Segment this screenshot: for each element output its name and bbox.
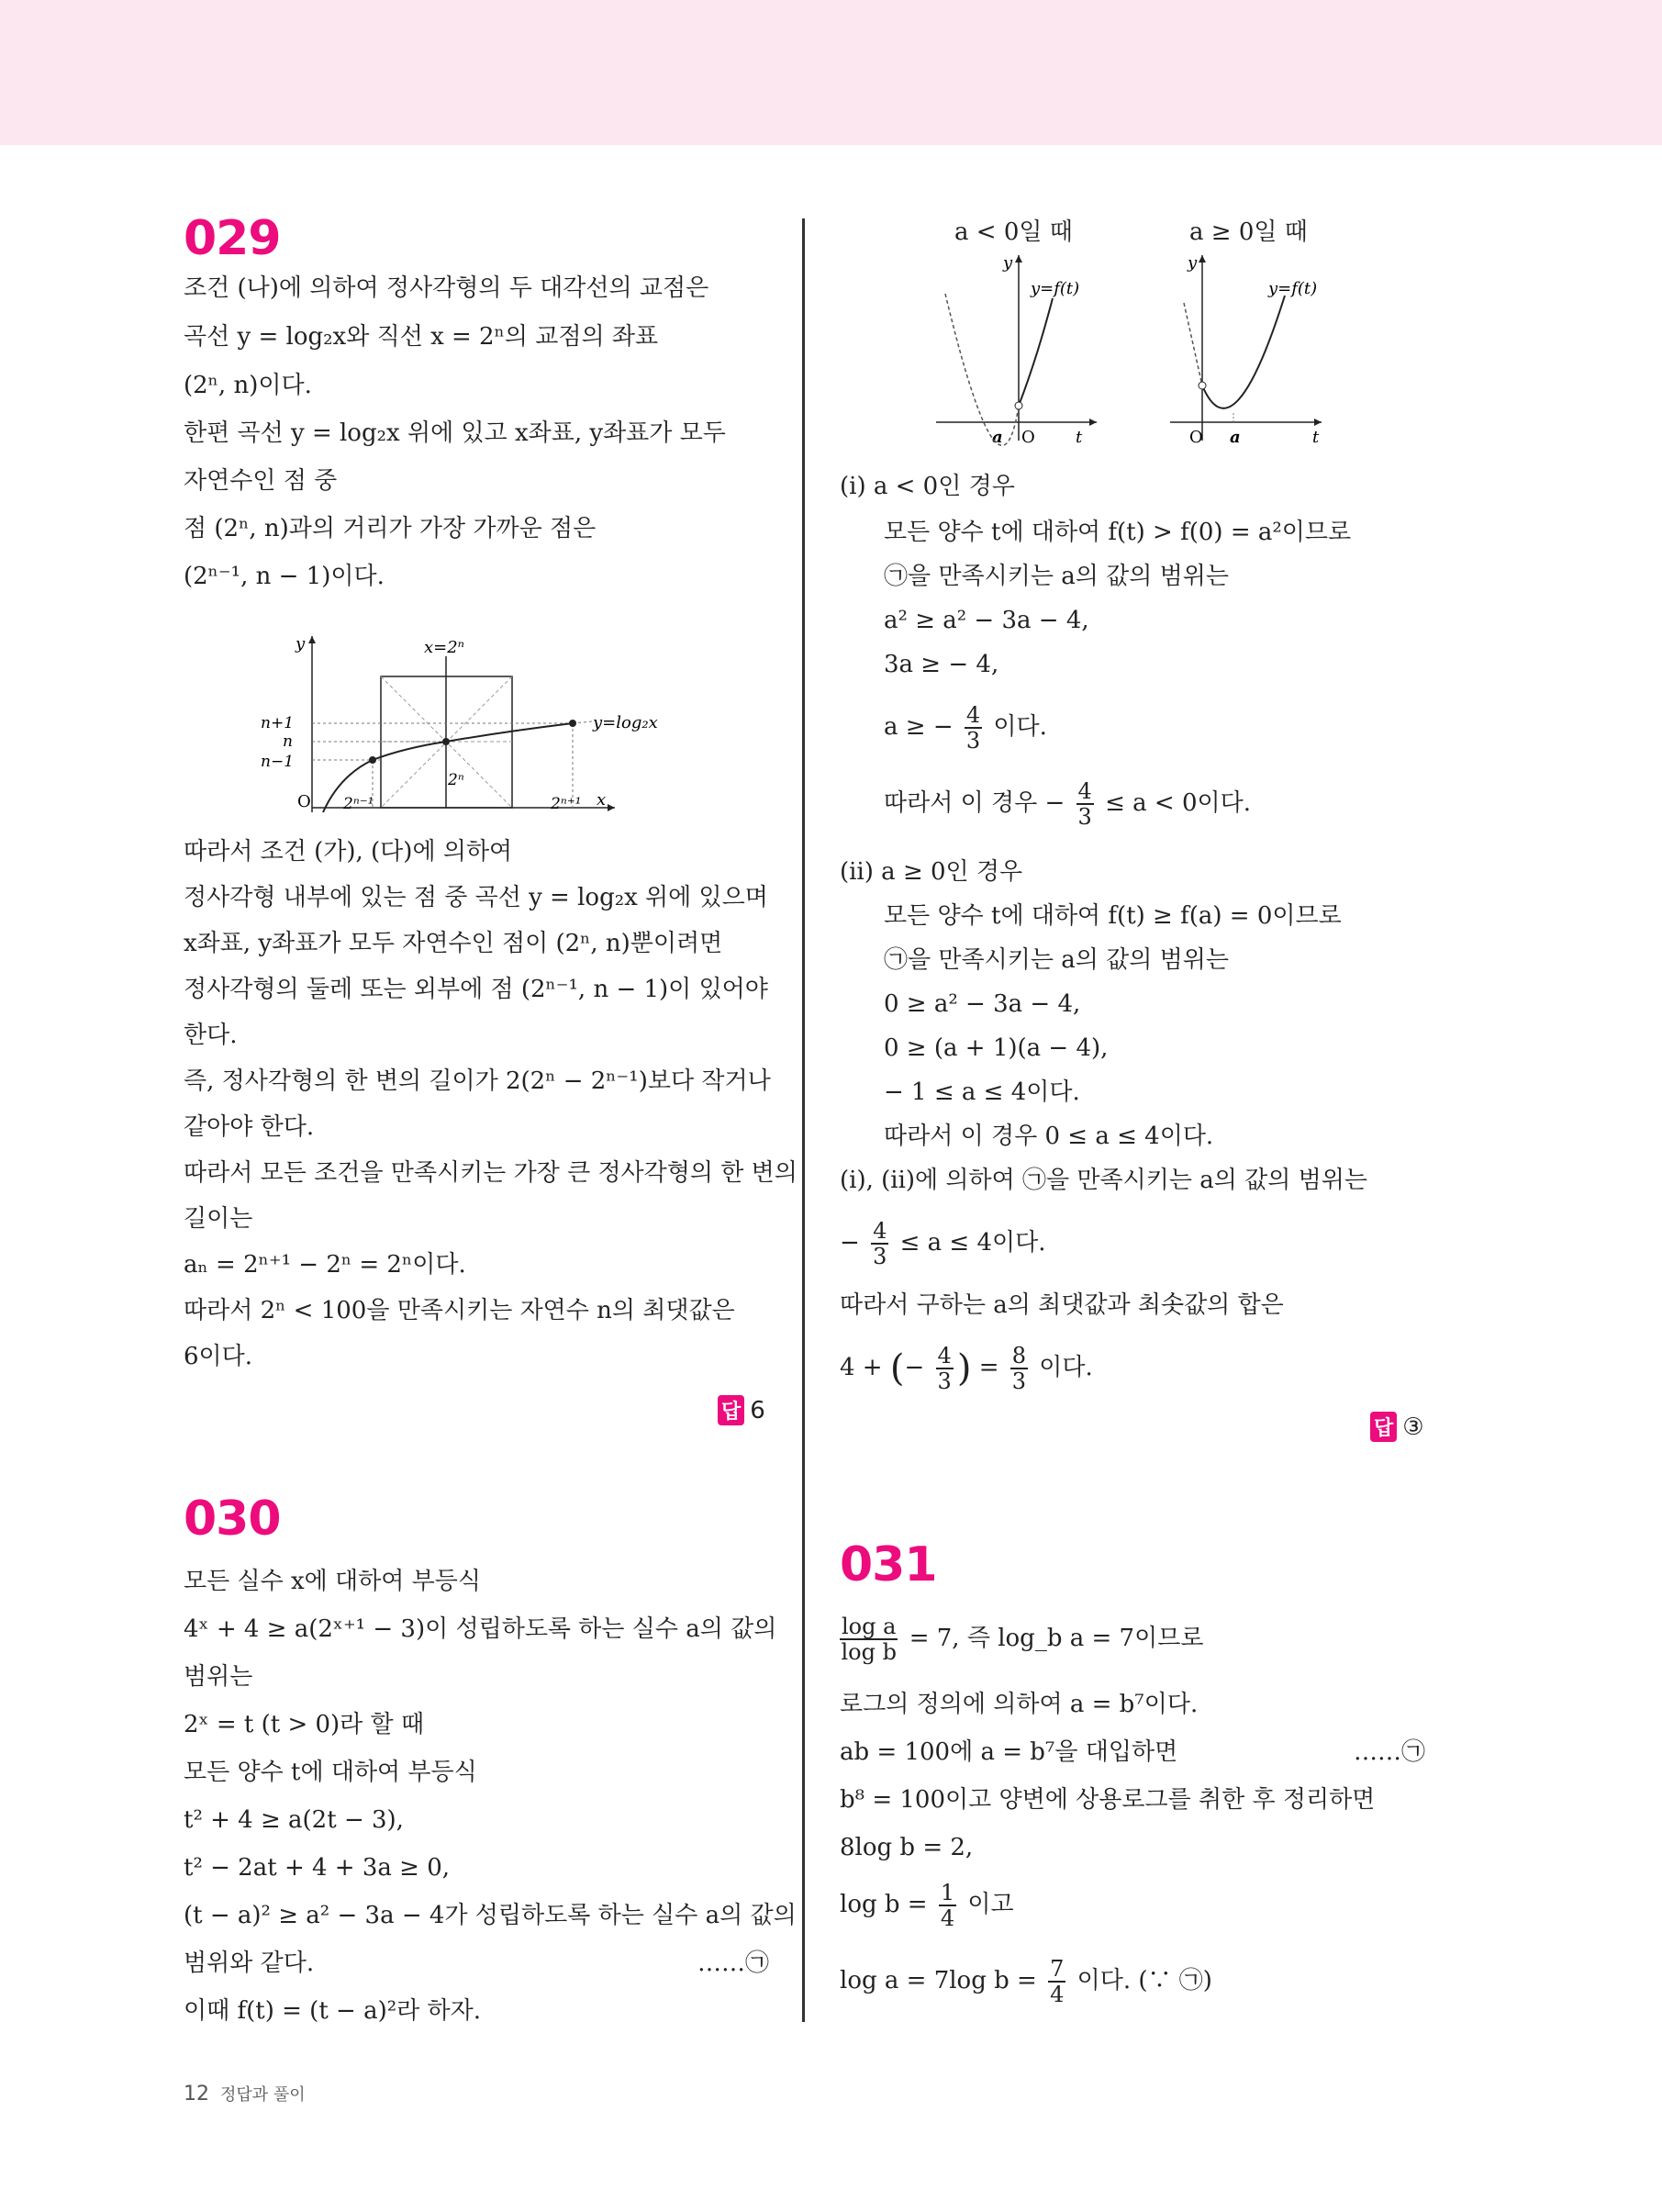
fraction (939, 1881, 956, 1930)
problem-number: 029 (184, 211, 281, 266)
y-axis-label: y (1003, 253, 1013, 273)
text-line: 정사각형의 둘레 또는 외부에 점 (2ⁿ⁻¹, n − 1)이 있어야 (184, 976, 768, 1003)
text-span: 4 + (840, 1354, 883, 1381)
text-line: ㉠을 만족시키는 a의 값의 범위는 (884, 563, 1229, 590)
answer-value: ③ (1402, 1413, 1424, 1441)
marker-label: ……㉠ (1354, 1738, 1426, 1766)
parabola-graph-a-negative (931, 248, 1124, 450)
text-line: t² − 2at + 4 + 3a ≥ 0, (184, 1854, 451, 1882)
text-line: 0 ≥ (a + 1)(a − 4), (884, 1034, 1109, 1062)
text-line: x좌표, y좌표가 모두 자연수인 점이 (2ⁿ, n)뿐이려면 (184, 930, 723, 957)
a-label: a (992, 428, 1003, 447)
denominator: 4 (1050, 1982, 1065, 2007)
case-title: (ⅱ) a ≥ 0인 경우 (840, 858, 1023, 886)
text-line: 6이다. (184, 1343, 253, 1370)
text-line: 따라서 모든 조건을 만족시키는 가장 큰 정사각형의 한 변의 (184, 1159, 798, 1187)
text-span: − (904, 1354, 925, 1381)
solution-text-030 (184, 1565, 797, 2033)
numerator: 1 (940, 1880, 955, 1905)
function-label: y=f(t) (1268, 279, 1318, 298)
parabola-graph-a-nonnegative (1166, 248, 1358, 450)
x-tick: 2ⁿ (448, 771, 464, 789)
x-tick: 2ⁿ⁻¹ (343, 795, 374, 813)
text-line: 이때 f(t) = (t − a)²라 하자. (184, 1997, 482, 2025)
text-line: 모든 양수 t에 대하여 f(t) > f(0) = a²이므로 (884, 519, 1352, 546)
text-line: aₙ = 2ⁿ⁺¹ − 2ⁿ = 2ⁿ이다. (184, 1251, 466, 1279)
x-axis-label: x (597, 790, 607, 810)
text-span: − (840, 1229, 860, 1257)
solution-text-right (840, 470, 1427, 1394)
paren: ) (956, 1347, 972, 1390)
text-span: log b = (840, 1891, 928, 1918)
text-line: 길이는 (184, 1205, 253, 1233)
text-line: 한편 곡선 y = log₂x 위에 있고 x좌표, y좌표가 모두 (184, 419, 726, 447)
column-divider (802, 218, 805, 2022)
text-line: 즉, 정사각형의 한 변의 길이가 2(2ⁿ − 2ⁿ⁻¹)보다 작거나 (184, 1067, 771, 1095)
text-line: 4ˣ + 4 ≥ a(2ˣ⁺¹ − 3)이 성립하도록 하는 실수 a의 값의 (184, 1615, 777, 1643)
text-span: 이다. (∵ ㉠) (1076, 1967, 1212, 1994)
fraction (1010, 1344, 1028, 1393)
denominator: 3 (1011, 1369, 1027, 1394)
problem-029 (184, 211, 771, 590)
text-line: ㉠을 만족시키는 a의 값의 범위는 (884, 946, 1229, 974)
ratio-line (840, 1611, 1203, 1666)
text-line: 2ˣ = t (t > 0)라 할 때 (184, 1711, 425, 1738)
denominator: 4 (940, 1905, 955, 1931)
y-axis-label: y (1188, 253, 1198, 273)
numerator: log a (842, 1614, 897, 1639)
text-span: 따라서 이 경우 − (884, 789, 1065, 817)
text-line: b⁸ = 100이고 양변에 상용로그를 취한 후 정리하면 (840, 1786, 1376, 1814)
vline-label: x=2ⁿ (424, 638, 464, 657)
solution-text-031 (840, 1611, 1427, 2015)
answer-030 (1370, 1412, 1424, 1442)
text-line: 범위와 같다. (184, 1949, 315, 1977)
problem-number: 031 (840, 1537, 937, 1592)
numerator: 7 (1050, 1956, 1065, 1982)
header-band (0, 0, 1662, 145)
text-span: = 7, 즉 log_b a = 7이므로 (909, 1625, 1204, 1652)
text-line: (t − a)² ≥ a² − 3a − 4가 성립하도록 하는 실수 a의 값의 (184, 1902, 797, 1929)
text-line: 따라서 구하는 a의 최댓값과 최솟값의 합은 (840, 1291, 1284, 1319)
solution-text-1 (184, 272, 771, 590)
footer-label: 정답과 풀이 (220, 2085, 306, 2105)
numerator: 8 (1011, 1343, 1027, 1369)
range-line (840, 1215, 1046, 1270)
text-span: a ≥ − (884, 713, 954, 741)
denominator: 3 (965, 728, 981, 754)
problem-030 (184, 1491, 771, 1547)
text-line: (ⅰ), (ⅱ)에 의하여 ㉠을 만족시키는 a의 값의 범위는 (840, 1167, 1367, 1194)
numerator: 4 (965, 702, 981, 728)
answer-label: 답 (718, 1395, 744, 1425)
problem-031 (840, 1537, 937, 1592)
x-tick: 2ⁿ⁺¹ (551, 795, 582, 813)
denominator: 3 (937, 1369, 952, 1394)
text-line: 따라서 조건 (가), (다)에 의하여 (184, 838, 513, 866)
text-line: 곡선 y = log₂x와 직선 x = 2ⁿ의 교점의 좌표 (184, 323, 659, 351)
page-number: 12 (184, 2083, 209, 2106)
y-tick: n+1 (261, 714, 295, 732)
solution-text-2 (184, 835, 798, 1386)
text-line: 모든 실수 x에 대하여 부등식 (184, 1568, 481, 1595)
curve-label: y=log₂x (593, 713, 658, 732)
text-line: 따라서 이 경우 0 ≤ a ≤ 4이다. (884, 1123, 1214, 1150)
text-line: t² + 4 ≥ a(2t − 3), (184, 1806, 404, 1834)
text-line: 로그의 정의에 의하여 a = b⁷이다. (840, 1691, 1199, 1718)
inequality-line (884, 699, 1047, 754)
numerator: 4 (1077, 778, 1092, 804)
text-line: 점 (2ⁿ, n)과의 거리가 가장 가까운 점은 (184, 515, 597, 542)
text-span: 이다. (1039, 1354, 1093, 1381)
text-line: 정사각형 내부에 있는 점 중 곡선 y = log₂x 위에 있으며 (184, 884, 768, 911)
text-line: 모든 양수 t에 대하여 부등식 (184, 1759, 477, 1786)
text-line: 범위는 (184, 1663, 253, 1691)
paren: ( (889, 1347, 905, 1390)
page-footer (184, 2082, 306, 2106)
logb-line (840, 1877, 1014, 1932)
graph-title-right: a ≥ 0일 때 (1189, 218, 1308, 246)
fraction (1076, 779, 1094, 829)
text-line: 조건 (나)에 의하여 정사각형의 두 대각선의 교점은 (184, 274, 709, 302)
case-title: (ⅰ) a < 0인 경우 (840, 473, 1015, 500)
origin-label: O (297, 792, 311, 811)
text-line: 모든 양수 t에 대하여 f(t) ≥ f(a) = 0이므로 (884, 902, 1342, 930)
text-line: − 1 ≤ a ≤ 4이다. (884, 1078, 1080, 1106)
t-axis-label: t (1076, 428, 1083, 447)
text-line: ab = 100에 a = b⁷을 대입하면 (840, 1738, 1178, 1766)
conclusion-line (884, 776, 1251, 831)
text-line: 같아야 한다. (184, 1113, 315, 1141)
fraction (840, 1614, 898, 1664)
text-span: 이고 (967, 1891, 1014, 1918)
numerator: 4 (937, 1343, 952, 1369)
denominator: log b (841, 1639, 897, 1665)
numerator: 4 (873, 1218, 887, 1244)
text-line: 3a ≥ − 4, (884, 651, 999, 678)
text-span: 이다. (993, 713, 1047, 741)
answer-value: 6 (750, 1397, 765, 1424)
text-line: (2ⁿ, n)이다. (184, 372, 312, 399)
y-axis-label: y (296, 634, 306, 654)
y-tick: n (283, 732, 293, 751)
answer-label: 답 (1370, 1412, 1397, 1442)
loga-line (840, 1953, 1212, 2008)
text-span: ≤ a < 0이다. (1105, 789, 1251, 817)
fraction (871, 1219, 888, 1268)
text-span: ≤ a ≤ 4이다. (899, 1229, 1046, 1257)
text-span: log a = 7log b = (840, 1967, 1037, 1994)
fraction (936, 1344, 954, 1393)
text-line: 자연수인 점 중 (184, 467, 338, 495)
origin-label: O (1189, 428, 1203, 447)
y-tick: n−1 (261, 753, 295, 771)
a-label: a (1230, 428, 1241, 447)
answer-029 (718, 1395, 765, 1425)
text-line: 8log b = 2, (840, 1834, 974, 1861)
text-line: 0 ≥ a² − 3a − 4, (884, 990, 1081, 1018)
sum-line (840, 1340, 1093, 1396)
problem-number: 030 (184, 1491, 281, 1547)
log-curve-graph (257, 629, 661, 821)
fraction (1048, 1957, 1065, 2006)
graph-title-left: a < 0일 때 (954, 218, 1073, 246)
text-line: 한다. (184, 1022, 238, 1049)
t-axis-label: t (1312, 428, 1320, 447)
text-span: = (978, 1354, 999, 1381)
function-label: y=f(t) (1031, 279, 1080, 298)
text-line: a² ≥ a² − 3a − 4, (884, 607, 1089, 634)
text-line: 따라서 2ⁿ < 100을 만족시키는 자연수 n의 최댓값은 (184, 1297, 735, 1324)
text-line: (2ⁿ⁻¹, n − 1)이다. (184, 563, 385, 590)
denominator: 3 (873, 1244, 887, 1269)
denominator: 3 (1077, 804, 1092, 830)
fraction (965, 703, 982, 753)
origin-label: O (1021, 428, 1035, 447)
marker-label: ……㉠ (697, 1949, 770, 1977)
